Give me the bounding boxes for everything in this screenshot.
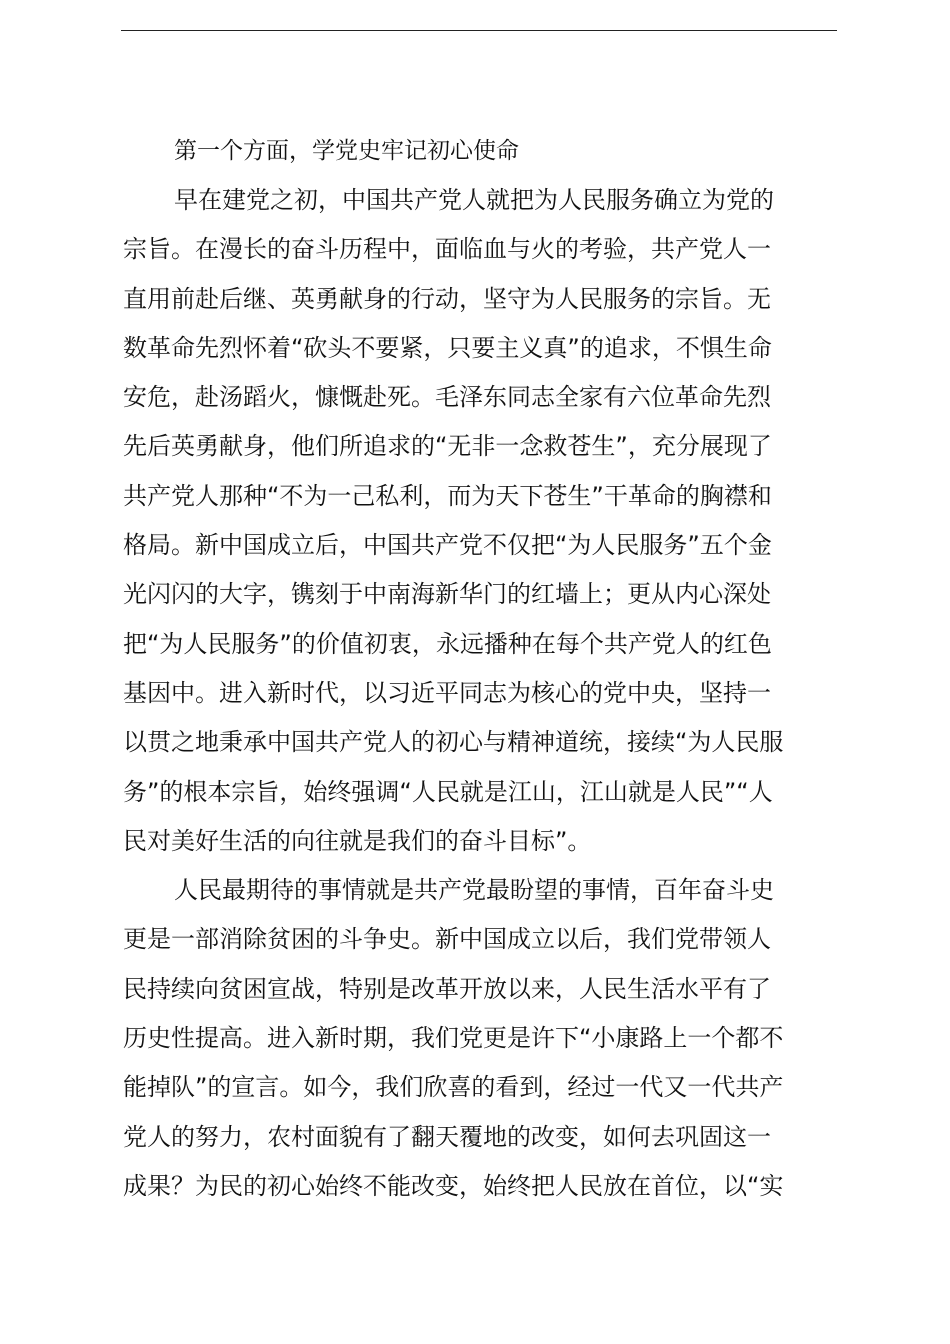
- paragraph-1: [123, 176, 837, 866]
- paragraph-line: 能掉队”的宣言。如今，我们欣喜的看到，经过一代又一代共产: [123, 1073, 784, 1102]
- paragraph-line: 成果？为民的初心始终不能改变，始终把人民放在首位，以“实: [123, 1171, 784, 1200]
- paragraph-line: 务”的根本宗旨，始终强调“人民就是江山，江山就是人民”“人: [123, 777, 773, 806]
- paragraph-line: 民对美好生活的向往就是我们的奋斗目标”。: [123, 826, 592, 855]
- paragraph-line: 宗旨。在漫长的奋斗历程中，面临血与火的考验，共产党人一: [123, 235, 771, 264]
- paragraph-line: 数革命先烈怀着“砍头不要紧，只要主义真”的追求，不惧生命: [123, 333, 772, 362]
- document-body: [123, 127, 837, 1211]
- paragraph-line: 直用前赴后继、英勇献身的行动，坚守为人民服务的宗旨。无: [123, 284, 771, 313]
- paragraph-line: 安危，赴汤蹈火，慷慨赴死。毛泽东同志全家有六位革命先烈: [123, 383, 771, 412]
- paragraph-line: 人民最期待的事情就是共产党最盼望的事情，百年奋斗史: [174, 876, 774, 905]
- paragraph-line: 党人的努力，农村面貌有了翻天覆地的改变，如何去巩固这一: [123, 1122, 771, 1151]
- paragraph-line: 基因中。进入新时代，以习近平同志为核心的党中央，坚持一: [123, 678, 771, 707]
- paragraph-line: 共产党人那种“不为一己私利，而为天下苍生”干革命的胸襟和: [123, 481, 772, 510]
- paragraph-line: 早在建党之初，中国共产党人就把为人民服务确立为党的: [174, 186, 774, 214]
- paragraph-line: 以贯之地秉承中国共产党人的初心与精神道统，接续“为人民服: [123, 728, 784, 757]
- paragraph-2: [123, 866, 837, 1211]
- paragraph-line: 把“为人民服务”的价值初衷，永远播种在每个共产党人的红色: [123, 629, 772, 658]
- paragraph-line: 更是一部消除贫困的斗争史。新中国成立以后，我们党带领人: [123, 925, 771, 954]
- paragraph-line: 民持续向贫困宣战，特别是改革开放以来，人民生活水平有了: [123, 974, 771, 1003]
- paragraph-line: 光闪闪的大字，镌刻于中南海新华门的红墙上；更从内心深处: [123, 580, 771, 609]
- header-rule: [121, 30, 837, 31]
- section-heading: 第一个方面，学党史牢记初心使命: [174, 138, 519, 164]
- paragraph-line: 先后英勇献身，他们所追求的“无非一念救苍生”，充分展现了: [123, 432, 772, 461]
- paragraph-line: 格局。新中国成立后，中国共产党不仅把“为人民服务”五个金: [123, 531, 772, 560]
- paragraph-line: 历史性提高。进入新时期，我们党更是许下“小康路上一个都不: [123, 1024, 784, 1053]
